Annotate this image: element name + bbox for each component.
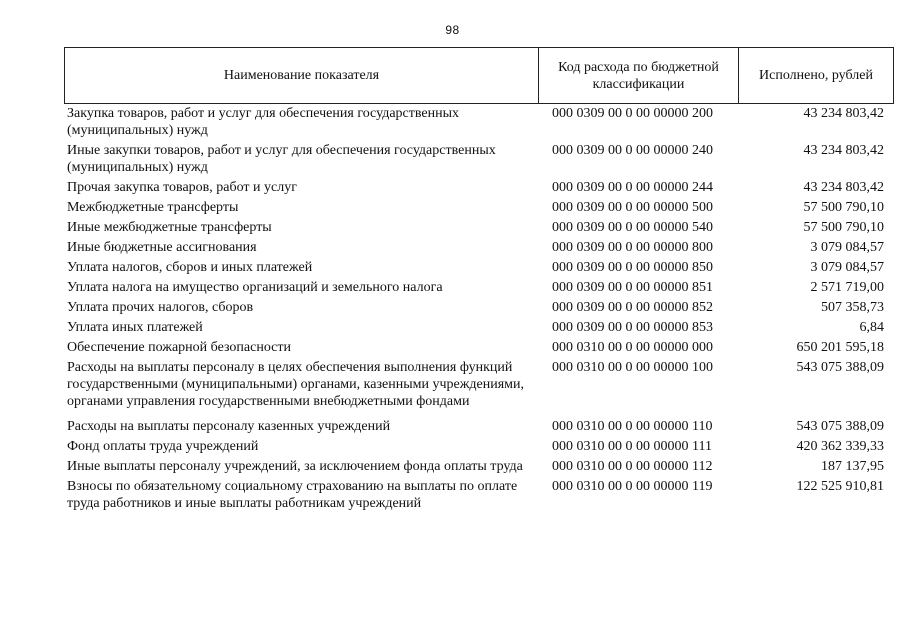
row-amount: 3 079 084,57 — [810, 260, 884, 275]
row-code: 000 0309 00 0 00 00000 853 — [552, 320, 713, 335]
row-name: Закупка товаров, работ и услуг для обеспечения государственных (муниципальных) нужд — [67, 106, 460, 138]
row-code: 000 0309 00 0 00 00000 500 — [552, 200, 713, 215]
page-number: 98 — [445, 23, 460, 37]
row-name: Расходы на выплаты персоналу в целях обеспечения выполнения функций государственными (муниципальными) органами, казенными учреждениями, органами управления государственными внебюджетными фондами — [67, 360, 524, 409]
table-row — [64, 318, 894, 338]
row-amount: 3 079 084,57 — [810, 240, 884, 255]
row-code: 000 0309 00 0 00 00000 851 — [552, 280, 713, 295]
row-amount: 57 500 790,10 — [803, 200, 884, 215]
row-code: 000 0309 00 0 00 00000 850 — [552, 260, 713, 275]
row-name: Уплата налога на имущество организаций и земельного налога — [67, 280, 443, 295]
table-row — [64, 258, 894, 278]
row-amount: 43 234 803,42 — [803, 180, 884, 195]
row-name: Иные закупки товаров, работ и услуг для обеспечения государственных (муниципальных) нужд — [67, 143, 496, 175]
row-amount: 6,84 — [859, 320, 884, 335]
row-amount: 43 234 803,42 — [803, 143, 884, 158]
table-row — [64, 238, 894, 258]
row-code: 000 0309 00 0 00 00000 852 — [552, 300, 713, 315]
row-code: 000 0310 00 0 00 00000 119 — [552, 479, 713, 494]
table-row — [64, 198, 894, 218]
row-amount: 43 234 803,42 — [803, 106, 884, 121]
row-code: 000 0309 00 0 00 00000 800 — [552, 240, 713, 255]
row-code: 000 0309 00 0 00 00000 200 — [552, 106, 713, 121]
row-code: 000 0310 00 0 00 00000 111 — [552, 439, 712, 454]
row-amount: 650 201 595,18 — [796, 340, 884, 355]
table-row — [64, 338, 894, 358]
row-code: 000 0310 00 0 00 00000 000 — [552, 340, 713, 355]
row-amount: 187 137,95 — [821, 459, 884, 474]
table-row — [64, 178, 894, 198]
table-row — [64, 298, 894, 318]
table-row — [64, 358, 894, 412]
table-row — [64, 218, 894, 238]
row-amount: 507 358,73 — [821, 300, 884, 315]
row-name: Прочая закупка товаров, работ и услуг — [67, 180, 297, 195]
row-name: Фонд оплаты труда учреждений — [67, 439, 259, 454]
table-row — [64, 104, 894, 141]
table-body — [64, 104, 894, 514]
row-name: Иные межбюджетные трансферты — [67, 220, 272, 235]
row-name: Иные бюджетные ассигнования — [67, 240, 257, 255]
row-name: Расходы на выплаты персоналу казенных учреждений — [67, 419, 391, 434]
row-code: 000 0310 00 0 00 00000 100 — [552, 360, 713, 375]
column-header-name: Наименование показателя — [65, 48, 539, 103]
row-amount: 543 075 388,09 — [796, 419, 884, 434]
row-code: 000 0310 00 0 00 00000 110 — [552, 419, 713, 434]
table-row — [64, 417, 894, 437]
row-name: Уплата иных платежей — [67, 320, 203, 335]
row-code: 000 0309 00 0 00 00000 540 — [552, 220, 713, 235]
table-row — [64, 437, 894, 457]
row-code: 000 0309 00 0 00 00000 240 — [552, 143, 713, 158]
row-name: Уплата налогов, сборов и иных платежей — [67, 260, 313, 275]
table-header — [64, 47, 894, 104]
column-header-code: Код расхода по бюджетной классификации — [539, 48, 739, 103]
row-amount: 122 525 910,81 — [796, 479, 884, 494]
row-code: 000 0309 00 0 00 00000 244 — [552, 180, 713, 195]
row-code: 000 0310 00 0 00 00000 112 — [552, 459, 713, 474]
row-name: Иные выплаты персоналу учреждений, за исключением фонда оплаты труда — [67, 459, 523, 474]
table-row — [64, 278, 894, 298]
table-row — [64, 477, 894, 514]
row-amount: 420 362 339,33 — [796, 439, 884, 454]
column-header-amount: Исполнено, рублей — [759, 68, 873, 83]
row-amount: 543 075 388,09 — [796, 360, 884, 375]
row-name: Взносы по обязательному социальному страхованию на выплаты по оплате труда работников и иные выплаты работникам учреждений — [67, 479, 518, 511]
table-row — [64, 141, 894, 178]
row-name: Межбюджетные трансферты — [67, 200, 239, 215]
row-amount: 57 500 790,10 — [803, 220, 884, 235]
row-name: Уплата прочих налогов, сборов — [67, 300, 254, 315]
table-row — [64, 457, 894, 477]
row-name: Обеспечение пожарной безопасности — [67, 340, 292, 355]
row-amount: 2 571 719,00 — [810, 280, 884, 295]
